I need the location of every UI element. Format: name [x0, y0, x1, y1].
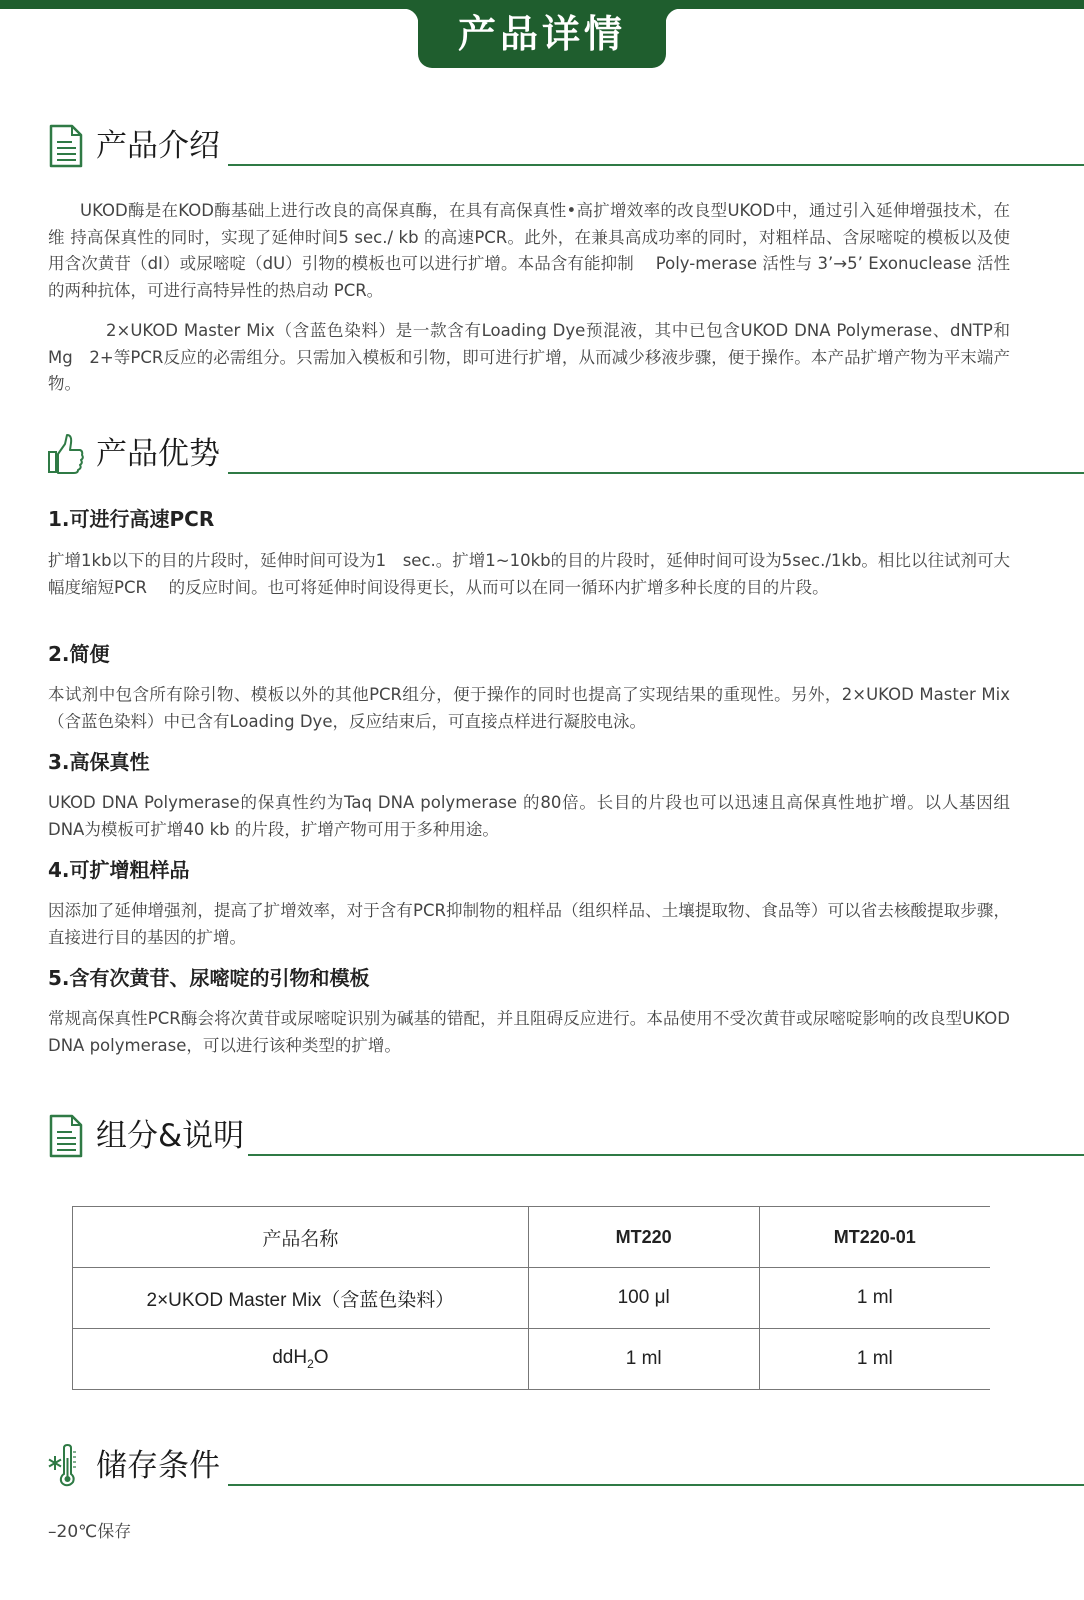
amount-mt220-01: 1 ml: [759, 1268, 990, 1329]
storage-condition: –20℃保存: [48, 1522, 132, 1542]
banner: [418, 0, 666, 68]
document-icon: [48, 124, 84, 168]
table-row: [73, 1329, 991, 1390]
section-header-intro: [48, 120, 1084, 170]
banner-title: 产品详情: [457, 12, 626, 56]
column-header-product-name: 产品名称: [73, 1207, 529, 1268]
section-header-components: [48, 1110, 1084, 1160]
component-name-tail: O: [313, 1347, 329, 1369]
document-icon: [48, 1114, 84, 1158]
section-rule: [228, 472, 1084, 474]
column-header-mt220: MT220: [528, 1207, 759, 1268]
components-table: [72, 1206, 990, 1390]
component-name-base: ddH: [272, 1347, 308, 1369]
advantage-heading: 2.简便: [48, 642, 110, 666]
section-rule: [228, 164, 1084, 166]
advantage-text: 常规高保真性PCR酶会将次黄苷或尿嘧啶识别为碱基的错配，并且阻碍反应进行。本品使用不受次黄苷或尿嘧啶影响的改良型UKOD DNA polymerase，可以进行该种类型的扩增。: [48, 1009, 1010, 1055]
thumbs-up-icon: [48, 432, 84, 476]
advantage-heading: 3.高保真性: [48, 750, 150, 774]
section-header-advantages: [48, 428, 1084, 478]
intro-paragraph-1: UKOD酶是在KOD酶基础上进行改良的高保真酶，在具有高保真性•高扩增效率的改良型UKOD中，通过引入延伸增强技术，在维 持高保真性的同时，实现了延伸时间5 sec./ kb 的高速PCR。此外，在兼具高成功率的同时，对粗样品、含尿嘧啶的模板以及使用含次黄苷（dI）或尿嘧啶（dU）引物的模板也可以进行扩增。本品含有能抑制 Poly-merase 活性与 3’→5’ Exonuclease 活性的两种抗体，可进行高特异性的热启动 PCR。: [48, 201, 1010, 300]
table-header-row: [73, 1207, 991, 1268]
table-row: [73, 1268, 991, 1329]
section-header-storage: [48, 1440, 1084, 1490]
advantage-heading: 1.可进行高速PCR: [48, 507, 215, 531]
component-name: 2×UKOD Master Mix（含蓝色染料）: [73, 1268, 529, 1329]
section-rule: [228, 1484, 1084, 1486]
advantage-text: 因添加了延伸增强剂，提高了扩增效率，对于含有PCR抑制物的粗样品（组织样品、土壤提取物、食品等）可以省去核酸提取步骤，直接进行目的基因的扩增。: [48, 901, 1010, 947]
amount-mt220: 100 μl: [528, 1268, 759, 1329]
column-header-mt220-01: MT220-01: [759, 1207, 990, 1268]
section-title: 产品介绍: [96, 128, 220, 164]
advantage-text: 本试剂中包含所有除引物、模板以外的其他PCR组分，便于操作的同时也提高了实现结果的重现性。另外，2×UKOD Master Mix（含蓝色染料）中已含有Loading Dye，反应结束后，可直接点样进行凝胶电泳。: [48, 685, 1010, 731]
amount-mt220: 1 ml: [528, 1329, 759, 1390]
advantage-heading: 4.可扩增粗样品: [48, 858, 190, 882]
amount-mt220-01: 1 ml: [759, 1329, 990, 1390]
component-name-subscript: 2: [307, 1356, 314, 1371]
advantage-text: 扩增1kb以下的目的片段时，延伸时间可设为1 sec.。扩增1~10kb的目的片段时，延伸时间可设为5sec./1kb。相比以往试剂可大幅度缩短PCR 的反应时间。也可将延伸时间设得更长，从而可以在同一循环内扩增多种长度的目的片段。: [48, 551, 1010, 597]
advantage-text: UKOD DNA Polymerase的保真性约为Taq DNA polymerase 的80倍。长目的片段也可以迅速且高保真性地扩增。以人基因组DNA为模板可扩增40 kb 的片段，扩增产物可用于多种用途。: [48, 793, 1010, 839]
intro-paragraph-2: 2×UKOD Master Mix（含蓝色染料）是一款含有Loading Dye预混液，其中已包含UKOD DNA Polymerase、dNTP和Mg 2+等PCR反应的必需组分。只需加入模板和引物，即可进行扩增，从而减少移液步骤，便于操作。本产品扩增产物为平末端产物。: [48, 321, 1010, 393]
component-name: [73, 1329, 529, 1390]
advantage-heading: 5.含有次黄苷、尿嘧啶的引物和模板: [48, 966, 370, 990]
thermometer-snowflake-icon: [48, 1444, 84, 1488]
section-title: 组分&说明: [96, 1118, 245, 1154]
section-title: 产品优势: [96, 436, 220, 472]
section-rule: [248, 1154, 1084, 1156]
section-title: 储存条件: [96, 1448, 220, 1484]
